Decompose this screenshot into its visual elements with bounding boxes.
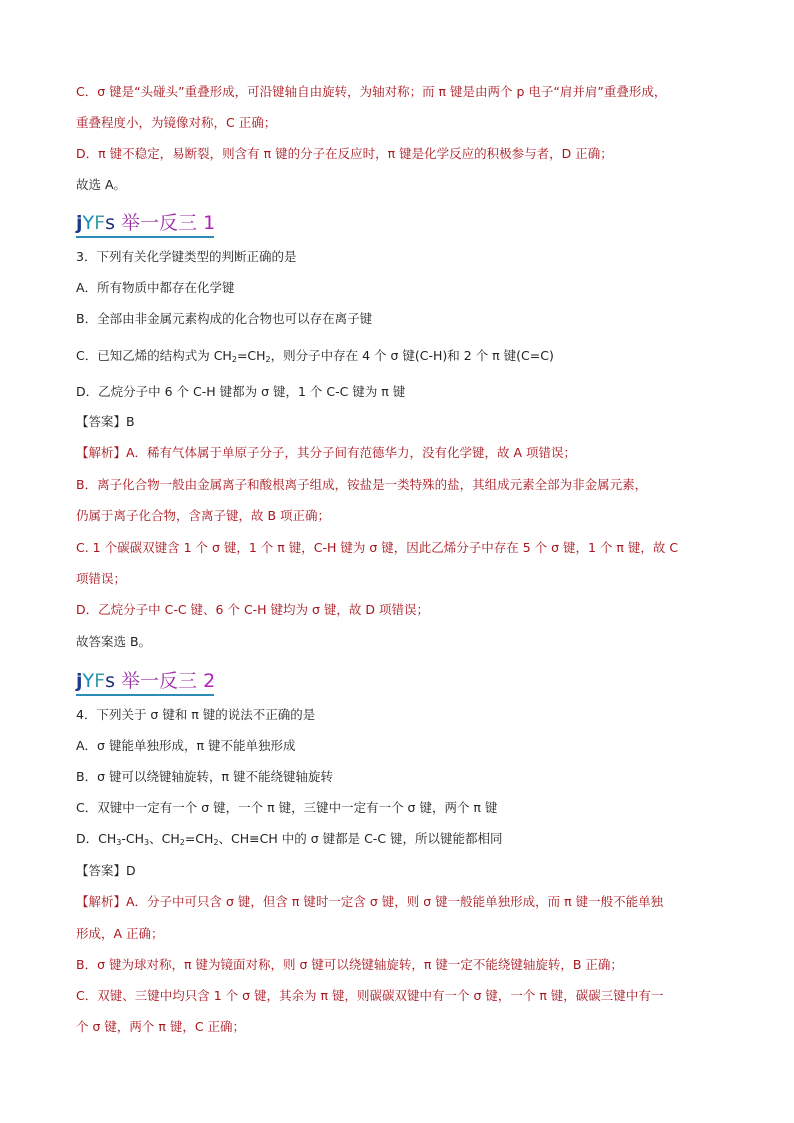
explanation-line: 形成，A 正确； — [76, 926, 164, 941]
explanation-line: 仍属于离子化合物，含离子键，故 B 项正确； — [76, 508, 331, 523]
answer-label: 【答案】D — [76, 863, 136, 878]
title-letter: j — [76, 670, 83, 692]
title-letter: s — [105, 670, 115, 692]
option-b: B．σ 键可以绕键轴旋转，π 键不能绕键轴旋转 — [76, 769, 333, 784]
section-title-1 — [76, 212, 215, 234]
subscript: 2 — [231, 355, 237, 364]
title-letter: Y — [82, 670, 95, 692]
title-text: 举一反三 — [114, 670, 204, 692]
title-number: 2 — [203, 670, 216, 692]
option-c-text: ，则分子中存在 4 个 σ 键(C-H)和 2 个 π 键(C=C) — [270, 348, 554, 363]
subscript: 2 — [213, 838, 219, 847]
title-number: 1 — [203, 212, 216, 234]
explanation-line: 项错误； — [76, 571, 127, 586]
conclusion-text: 故答案选 B。 — [76, 634, 152, 649]
option-a: A．所有物质中都存在化学键 — [76, 280, 235, 295]
answer-label: 【答案】B — [76, 414, 135, 429]
option-c: C．双键中一定有一个 σ 键，一个 π 键，三键中一定有一个 σ 键，两个 π 键 — [76, 800, 498, 815]
title-underline — [76, 694, 214, 696]
subscript: 2 — [179, 838, 185, 847]
explanation-line: D．乙烷分子中 C-C 键、6 个 C-H 键均为 σ 键，故 D 项错误； — [76, 602, 429, 617]
option-d-text: 、CH≡CH 中的 σ 键都是 C-C 键，所以键能都相同 — [218, 831, 503, 846]
subscript: 3 — [144, 838, 150, 847]
subscript: 2 — [265, 355, 271, 364]
explanation-c-line1: C．σ 键是“头碰头”重叠形成，可沿键轴自由旋转，为轴对称；而 π 键是由两个 p 电子“肩并肩”重叠形成， — [76, 84, 667, 99]
option-d — [76, 831, 726, 847]
explanation-line: 【解析】A．稀有气体属于单原子分子，其分子间有范德华力，没有化学键，故 A 项错误； — [76, 445, 577, 460]
explanation-line: C．双键、三键中均只含 1 个 σ 键，其余为 π 键，则碳碳双键中有一个 σ 键，一个 π 键，碳碳三键中有一 — [76, 988, 664, 1003]
explanation-line: 个 σ 键，两个 π 键，C 正确； — [76, 1019, 246, 1034]
conclusion-text: 故选 A。 — [76, 177, 127, 192]
option-d-text: -CH — [121, 831, 144, 846]
title-letter: j — [76, 212, 83, 234]
option-d-text: D．CH — [76, 831, 117, 846]
subscript: 3 — [116, 838, 122, 847]
explanation-line: C. 1 个碳碳双键含 1 个 σ 键，1 个 π 键，C-H 键为 σ 键，因此乙烯分子中存在 5 个 σ 键，1 个 π 键，故 C — [76, 540, 679, 555]
title-letter: Y — [82, 212, 95, 234]
option-c — [76, 348, 726, 364]
title-letter: F — [94, 212, 106, 234]
explanation-line: B．σ 键为球对称，π 键为镜面对称，则 σ 键可以绕键轴旋转，π 键一定不能绕键轴旋转，B 正确； — [76, 957, 623, 972]
title-letter: F — [94, 670, 106, 692]
option-b: B．全部由非金属元素构成的化合物也可以存在离子键 — [76, 311, 373, 326]
question-4: 4．下列关于 σ 键和 π 键的说法不正确的是 — [76, 707, 316, 722]
explanation-d-line: D．π 键不稳定，易断裂，则含有 π 键的分子在反应时，π 键是化学反应的积极参与者，D 正确； — [76, 146, 613, 161]
option-d-text: 、CH — [149, 831, 180, 846]
explanation-line: 【解析】A．分子中可只含 σ 键，但含 π 键时一定含 σ 键，则 σ 键一般能单独形成，而 π 键一般不能单独 — [76, 894, 664, 909]
title-underline — [76, 236, 214, 238]
title-letter: s — [105, 212, 115, 234]
option-c-text: C．已知乙烯的结构式为 CH — [76, 348, 232, 363]
question-3: 3．下列有关化学键类型的判断正确的是 — [76, 249, 297, 264]
section-title-2 — [76, 670, 215, 692]
title-text: 举一反三 — [114, 212, 204, 234]
explanation-c-line2: 重叠程度小，为镜像对称，C 正确； — [76, 115, 277, 130]
option-c-text: =CH — [236, 348, 266, 363]
option-d: D．乙烷分子中 6 个 C-H 键都为 σ 键，1 个 C-C 键为 π 键 — [76, 384, 406, 399]
explanation-line: B．离子化合物一般由金属离子和酸根离子组成，铵盐是一类特殊的盐，其组成元素全部为非金属元素， — [76, 477, 648, 492]
option-d-text: =CH — [184, 831, 214, 846]
option-a: A．σ 键能单独形成，π 键不能单独形成 — [76, 738, 296, 753]
